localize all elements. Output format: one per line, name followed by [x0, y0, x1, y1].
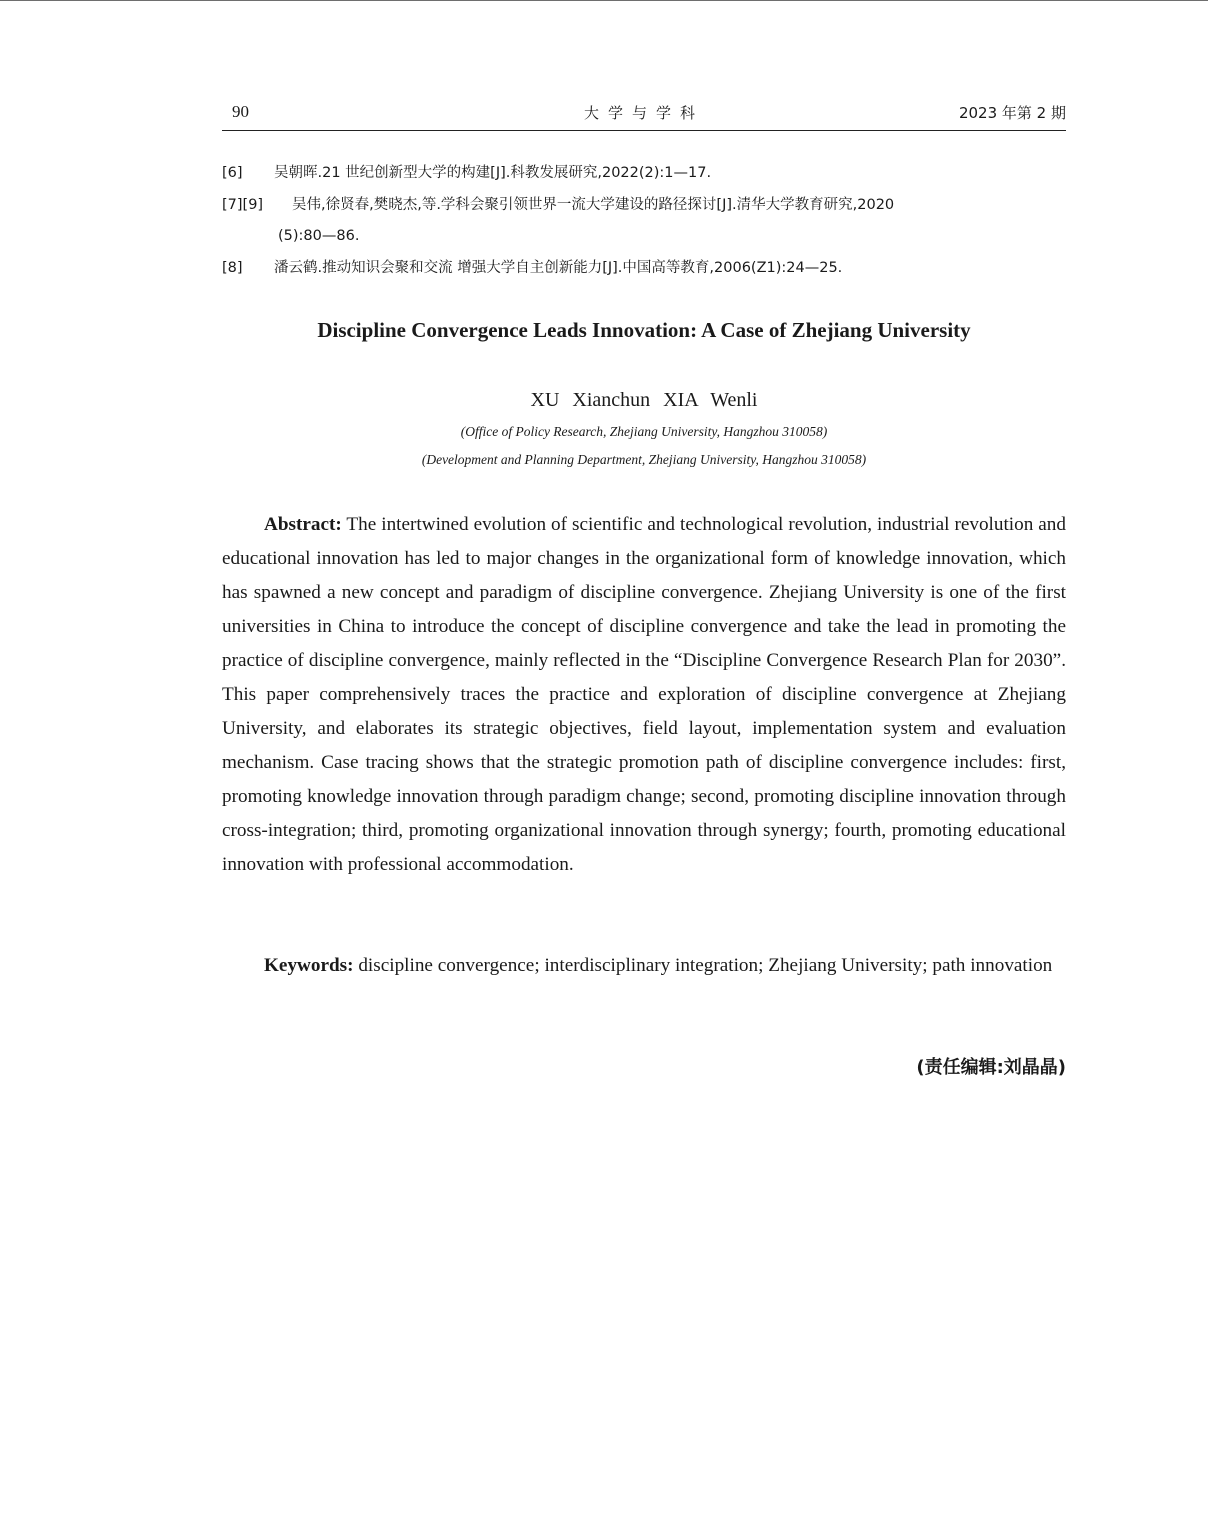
reference-item: [222, 158, 1066, 190]
keywords-text: discipline convergence; interdisciplinary integration; Zhejiang University; path innovation: [353, 955, 1053, 976]
abstract-text: The intertwined evolution of scientific and technological revolution, industrial revolution and educational innovation has led to major changes in the organizational form of knowledge innovation, which has spawned a new concept and paradigm of discipline convergence. Zhejiang University is one of the first universities in China to introduce the concept of discipline convergence and take the lead in promoting the practice of discipline convergence, mainly reflected in the “Discipline Convergence Research Plan for 2030”. This paper comprehensively traces the practice and exploration of discipline convergence at Zhejiang University, and elaborates its strategic objectives, field layout, implementation system and evaluation mechanism. Case tracing shows that the strategic promotion path of discipline convergence includes: first, promoting knowledge innovation through paradigm change; second, promoting discipline innovation through cross-integration; third, promoting organizational innovation through synergy; fourth, promoting educational innovation with professional accommodation.: [222, 514, 1066, 875]
reference-item: [222, 190, 1066, 253]
reference-text: 潘云鹤.推动知识会聚和交流 增强大学自主创新能力[J].中国高等教育,2006(Z1):24—25.: [274, 259, 843, 276]
reference-text: 吴朝晖.21 世纪创新型大学的构建[J].科教发展研究,2022(2):1—17.: [274, 165, 712, 181]
reference-number: [7][9]: [222, 196, 264, 213]
reference-continuation: (5):80—86.: [278, 228, 360, 244]
issue-label: 2023 年第 2 期: [958, 104, 1066, 122]
journal-title: 大学与学科: [583, 104, 704, 122]
affiliation-1: (Office of Policy Research, Zhejiang University, Hangzhou 310058): [460, 424, 828, 439]
reference-number: [6]: [222, 165, 243, 181]
running-header: [222, 98, 1066, 131]
editor-note: (责任编辑:刘晶晶): [916, 1057, 1066, 1078]
reference-text: 吴伟,徐贤春,樊晓杰,等.学科会聚引领世界一流大学建设的路径探讨[J].清华大学教育研究,2020: [292, 196, 895, 213]
affiliation-2: (Development and Planning Department, Zhejiang University, Hangzhou 310058): [421, 452, 867, 467]
article-title: Discipline Convergence Leads Innovation: A Case of Zhejiang University: [317, 318, 971, 342]
page-number: 90: [232, 102, 249, 121]
article-authors: XU Xianchun XIA Wenli: [530, 389, 758, 411]
keywords-label: Keywords:: [264, 955, 354, 976]
keywords-paragraph: [222, 949, 1066, 983]
abstract-paragraph: [222, 508, 1066, 882]
reference-item: [222, 253, 1066, 285]
reference-list: [222, 158, 1066, 284]
reference-number: [8]: [222, 259, 243, 276]
top-border: [0, 0, 1208, 1]
abstract-label: Abstract:: [264, 514, 342, 535]
